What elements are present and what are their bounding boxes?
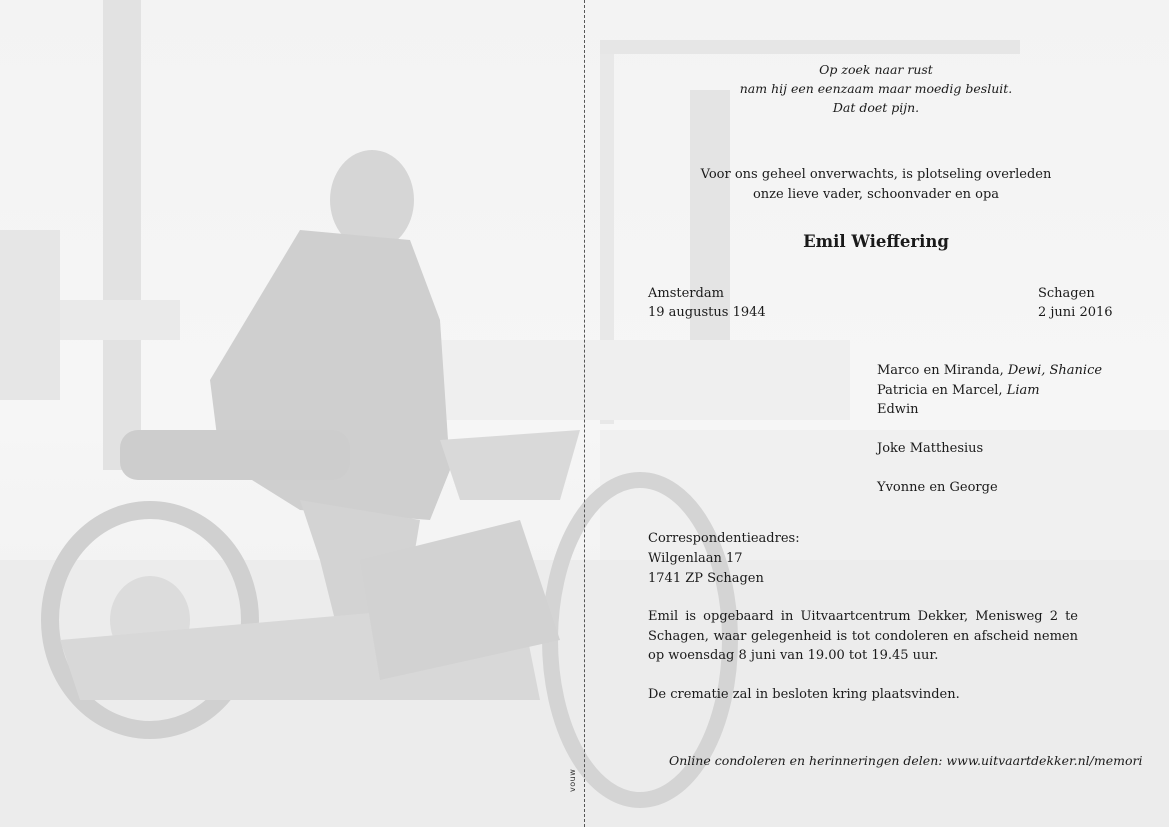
address-street: Wilgenlaan 17 (648, 551, 743, 566)
online-condolence-link[interactable]: Online condoleren en herinneringen delen: www.uitvaartdekker.nl/memori (669, 753, 1143, 768)
deceased-name: Emil Wieffering (803, 232, 949, 251)
card-text-panel (648, 0, 1143, 827)
family-names: Yvonne en George (877, 480, 998, 495)
viewing-notice: Emil is opgebaard in Uitvaartcentrum Dekker, Menisweg 2 te Schagen, waar gelegenheid is tot condoleren en afscheid nemen op woensdag 8 juni van 19.00 tot 19.45 uur. (648, 609, 1078, 663)
poem (648, 60, 1104, 117)
family-row (877, 361, 1102, 381)
death-info (1038, 284, 1113, 322)
cremation-notice: De crematie zal in besloten kring plaatsvinden. (648, 687, 960, 702)
birth-info (648, 284, 766, 322)
family-list (877, 361, 1102, 498)
family-names: Patricia en Marcel, (877, 382, 1007, 398)
poem-line-3: Dat doet pijn. (832, 100, 920, 115)
grandchildren-names: Liam (1006, 382, 1040, 398)
family-names: Marco en Miranda, (877, 363, 1008, 378)
family-row (877, 400, 1102, 420)
poem-line-1: Op zoek naar rust (819, 62, 933, 77)
fold-label: vouw (568, 768, 577, 792)
address-label: Correspondentieadres: (648, 531, 800, 546)
family-row (877, 478, 1102, 498)
correspondence-address (648, 529, 800, 589)
poem-line-2: nam hij een eenzaam maar moedig besluit. (739, 81, 1013, 96)
death-place: Schagen (1038, 286, 1095, 301)
intro-line-2: onze lieve vader, schoonvader en opa (752, 187, 1000, 202)
family-names: Edwin (877, 402, 919, 417)
intro (648, 165, 1104, 205)
family-row (877, 439, 1102, 459)
fold-line (584, 0, 585, 827)
family-names: Joke Matthesius (877, 441, 984, 456)
birth-place: Amsterdam (648, 286, 724, 301)
family-row (877, 381, 1102, 401)
grandchildren-names: Dewi, Shanice (1007, 363, 1103, 378)
birth-date: 19 augustus 1944 (648, 305, 766, 320)
death-date: 2 juni 2016 (1038, 305, 1113, 320)
intro-line-1: Voor ons geheel onverwachts, is plotseling overleden (700, 167, 1052, 182)
address-postal-city: 1741 ZP Schagen (648, 571, 764, 586)
